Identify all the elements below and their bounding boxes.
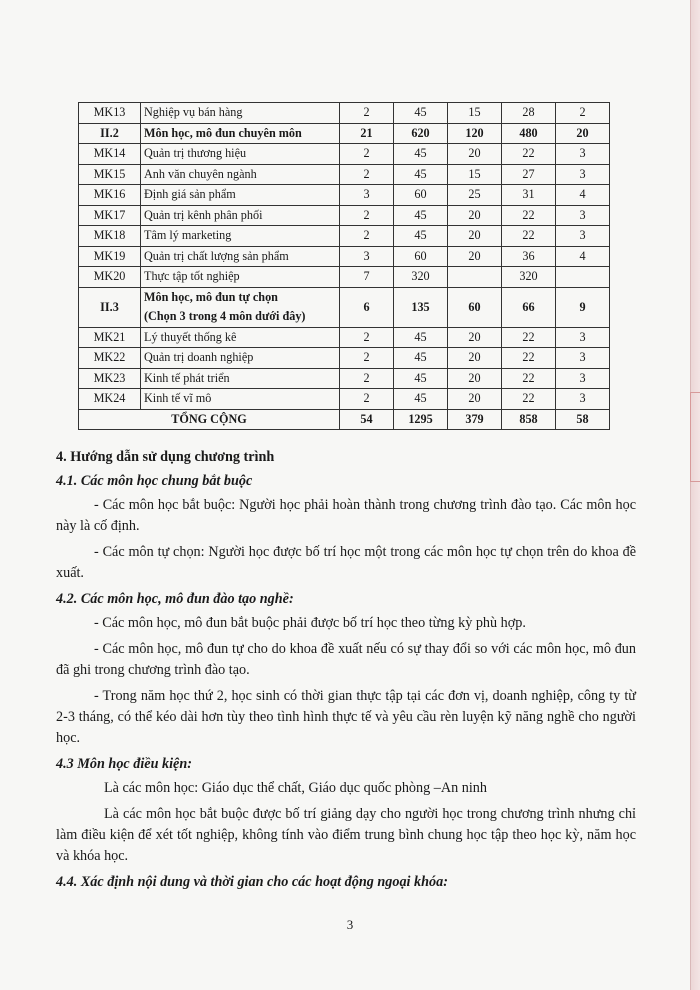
cell-name: Lý thuyết thống kê (141, 327, 340, 348)
cell-c5: 9 (556, 287, 610, 327)
cell-name: Nghiệp vụ bán hàng (141, 103, 340, 124)
cell-c4: 22 (502, 327, 556, 348)
curriculum-table (78, 102, 610, 430)
cell-c4: 31 (502, 185, 556, 206)
section-4-2-paragraph-1: - Các môn học, mô đun bắt buộc phải được bố trí học theo từng kỳ phù hợp. (94, 615, 526, 631)
cell-c4: 480 (502, 123, 556, 144)
section-4-title: 4. Hướng dẫn sử dụng chương trình (56, 449, 275, 465)
cell-name: Quản trị thương hiệu (141, 144, 340, 165)
cell-code: MK14 (79, 144, 141, 165)
section-4-3-title: 4.3 Môn học điều kiện: (56, 756, 192, 772)
section-4-2-paragraph-3: - Trong năm học thứ 2, học sinh có thời gian thực tập tại các đơn vị, doanh nghiệp, công ty từ 2-3 tháng, có thể kéo dài hơn tùy theo tình hình thực tế và yêu cầu rèn luyện kỹ năng nghề cho người học. (56, 688, 636, 746)
cell-code: MK21 (79, 327, 141, 348)
cell-c5: 2 (556, 103, 610, 124)
cell-c4: 22 (502, 368, 556, 389)
cell-name: Anh văn chuyên ngành (141, 164, 340, 185)
cell-name: Quản trị chất lượng sản phẩm (141, 246, 340, 267)
cell-c1: 2 (340, 327, 394, 348)
cell-c1: 3 (340, 185, 394, 206)
cell-c4: 22 (502, 205, 556, 226)
cell-c4: 22 (502, 348, 556, 369)
cell-c1: 2 (340, 103, 394, 124)
table-row (79, 246, 610, 267)
cell-c1: 6 (340, 287, 394, 327)
table-row (79, 267, 610, 288)
cell-code: MK24 (79, 389, 141, 410)
cell-c3 (448, 267, 502, 288)
cell-c3: 20 (448, 389, 502, 410)
section-4-1-paragraph-1: - Các môn học bắt buộc: Người học phải hoàn thành trong chương trình đào tạo. Các môn học này là cố định. (56, 497, 636, 534)
table-row (79, 144, 610, 165)
table-row (79, 185, 610, 206)
cell-c1: 2 (340, 389, 394, 410)
total-c5: 58 (556, 409, 610, 430)
table-group-row (79, 123, 610, 144)
table-row (79, 205, 610, 226)
cell-c5: 4 (556, 246, 610, 267)
cell-c3: 20 (448, 348, 502, 369)
cell-c2: 45 (394, 389, 448, 410)
cell-name: Môn học, mô đun chuyên môn (141, 123, 340, 144)
cell-c5: 3 (556, 348, 610, 369)
cell-name (141, 287, 340, 327)
cell-c2: 45 (394, 368, 448, 389)
cell-c2: 45 (394, 348, 448, 369)
table-row (79, 103, 610, 124)
cell-c3: 20 (448, 205, 502, 226)
cell-name-line-1: Môn học, mô đun tự chọn (144, 289, 278, 304)
cell-c5: 3 (556, 144, 610, 165)
cell-c5: 4 (556, 185, 610, 206)
usage-guide (56, 447, 636, 896)
cell-c1: 2 (340, 205, 394, 226)
cell-c2: 135 (394, 287, 448, 327)
cell-c2: 45 (394, 226, 448, 247)
table-row (79, 389, 610, 410)
table-row (79, 348, 610, 369)
cell-c2: 60 (394, 246, 448, 267)
cell-c5: 3 (556, 164, 610, 185)
section-4-3-paragraph-1: Là các môn học: Giáo dục thể chất, Giáo dục quốc phòng –An ninh (104, 780, 487, 796)
cell-c3: 20 (448, 226, 502, 247)
total-c2: 1295 (394, 409, 448, 430)
cell-code: II.3 (79, 287, 141, 327)
cell-c3: 60 (448, 287, 502, 327)
cell-c1: 2 (340, 164, 394, 185)
table-row (79, 368, 610, 389)
cell-c3: 120 (448, 123, 502, 144)
section-4-1-title: 4.1. Các môn học chung bắt buộc (56, 473, 253, 489)
cell-code: MK19 (79, 246, 141, 267)
section-4-4-title: 4.4. Xác định nội dung và thời gian cho các hoạt động ngoại khóa: (56, 874, 448, 890)
table-row (79, 226, 610, 247)
cell-c3: 20 (448, 368, 502, 389)
cell-c4: 27 (502, 164, 556, 185)
cell-c1: 2 (340, 368, 394, 389)
stamp-fragment (690, 392, 700, 482)
cell-c5: 3 (556, 226, 610, 247)
cell-name: Kinh tế phát triển (141, 368, 340, 389)
cell-name: Quản trị kênh phân phối (141, 205, 340, 226)
cell-c4: 22 (502, 144, 556, 165)
cell-name: Thực tập tốt nghiệp (141, 267, 340, 288)
table-total-row (79, 409, 610, 430)
page-number: 3 (346, 917, 354, 932)
section-4-2-paragraph-2: - Các môn học, mô đun tự cho do khoa đề xuất nếu có sự thay đổi so với các môn học, mô đun đã ghi trong chương trình đào tạo. (56, 641, 636, 678)
cell-code: MK13 (79, 103, 141, 124)
cell-c2: 320 (394, 267, 448, 288)
table-row (79, 327, 610, 348)
cell-name: Quản trị doanh nghiệp (141, 348, 340, 369)
cell-c3: 20 (448, 246, 502, 267)
cell-c5: 3 (556, 389, 610, 410)
cell-c4: 28 (502, 103, 556, 124)
cell-c3: 15 (448, 103, 502, 124)
section-4-2-title: 4.2. Các môn học, mô đun đào tạo nghề: (56, 591, 294, 607)
cell-c1: 3 (340, 246, 394, 267)
cell-code: MK15 (79, 164, 141, 185)
cell-c5: 3 (556, 368, 610, 389)
cell-c5: 3 (556, 327, 610, 348)
cell-code: MK23 (79, 368, 141, 389)
cell-c3: 25 (448, 185, 502, 206)
cell-code: MK16 (79, 185, 141, 206)
table-row (79, 164, 610, 185)
cell-c5: 20 (556, 123, 610, 144)
cell-c1: 2 (340, 144, 394, 165)
cell-name: Định giá sản phẩm (141, 185, 340, 206)
cell-code: MK18 (79, 226, 141, 247)
cell-c2: 45 (394, 164, 448, 185)
cell-c5: 3 (556, 205, 610, 226)
page-edge (690, 0, 700, 990)
cell-c4: 320 (502, 267, 556, 288)
cell-c1: 2 (340, 348, 394, 369)
cell-c1: 7 (340, 267, 394, 288)
cell-c4: 22 (502, 226, 556, 247)
cell-c2: 620 (394, 123, 448, 144)
cell-c4: 36 (502, 246, 556, 267)
section-4-3-paragraph-2: Là các môn học bắt buộc được bố trí giảng dạy cho người học trong chương trình nhưng chỉ làm điều kiện để xét tốt nghiệp, không tính vào điểm trung bình chung học tập theo học kỳ, năm học và khóa học. (56, 806, 636, 864)
total-label: TỔNG CỘNG (79, 409, 340, 430)
cell-c3: 20 (448, 327, 502, 348)
cell-c2: 45 (394, 144, 448, 165)
cell-code: II.2 (79, 123, 141, 144)
total-c4: 858 (502, 409, 556, 430)
cell-c1: 21 (340, 123, 394, 144)
table-group-row (79, 287, 610, 327)
curriculum-table-body (79, 103, 610, 430)
cell-code: MK20 (79, 267, 141, 288)
cell-c1: 2 (340, 226, 394, 247)
cell-name: Tâm lý marketing (141, 226, 340, 247)
cell-c2: 60 (394, 185, 448, 206)
cell-code: MK17 (79, 205, 141, 226)
total-c3: 379 (448, 409, 502, 430)
section-4-1-paragraph-2: - Các môn tự chọn: Người học được bố trí học một trong các môn học tự chọn trên do khoa đề xuất. (56, 544, 636, 581)
cell-c4: 22 (502, 389, 556, 410)
cell-c2: 45 (394, 327, 448, 348)
cell-c3: 15 (448, 164, 502, 185)
cell-c4: 66 (502, 287, 556, 327)
cell-c2: 45 (394, 103, 448, 124)
total-c1: 54 (340, 409, 394, 430)
cell-c5 (556, 267, 610, 288)
cell-name: Kinh tế vĩ mô (141, 389, 340, 410)
cell-name-line-2: (Chọn 3 trong 4 môn dưới đây) (144, 309, 306, 323)
cell-code: MK22 (79, 348, 141, 369)
cell-c2: 45 (394, 205, 448, 226)
cell-c3: 20 (448, 144, 502, 165)
